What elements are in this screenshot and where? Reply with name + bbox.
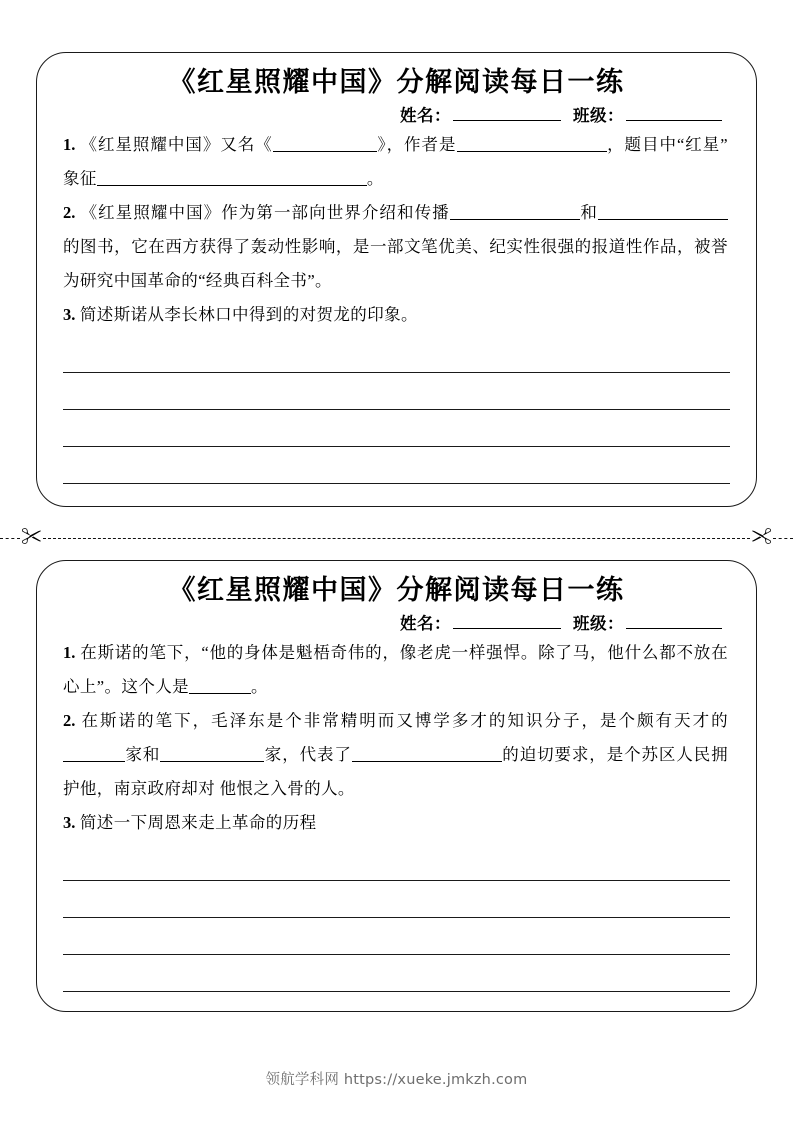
question-text: 家和 xyxy=(125,744,161,764)
answer-lines-1 xyxy=(63,342,730,484)
worksheet-card-2 xyxy=(36,560,757,1012)
question-text: 《红星照耀中国》作为第一部向世界介绍和传播 xyxy=(80,202,450,222)
question-text: 。 xyxy=(251,676,268,696)
question-number: 2. xyxy=(63,202,76,222)
question-number: 1. xyxy=(63,642,76,662)
question-text: 。 xyxy=(366,168,384,188)
answer-lines-2 xyxy=(63,850,730,992)
question-text: 在斯诺的笔下，毛泽东是个非常精明而又博学多才的知识分子，是个颇有天才的 xyxy=(81,710,729,730)
question-2 xyxy=(63,704,730,806)
question-text: 家，代表了 xyxy=(264,744,352,764)
answer-line[interactable] xyxy=(63,881,730,918)
question-text: 简述一下周恩来走上革命的历程 xyxy=(79,812,317,832)
question-text: 《红星照耀中国》又名《 xyxy=(80,134,273,154)
name-label: 姓名： xyxy=(400,105,451,125)
footer-watermark: 领航学科网 https://xueke.jmkzh.com xyxy=(265,1072,528,1088)
question-3 xyxy=(63,806,730,840)
page-title: 《红星照耀中国》分解阅读每日一练 xyxy=(168,67,625,97)
answer-line[interactable] xyxy=(63,955,730,992)
name-field xyxy=(400,610,561,634)
name-input-blank[interactable] xyxy=(453,611,561,629)
fill-blank[interactable] xyxy=(189,675,251,693)
question-2 xyxy=(63,196,730,298)
answer-line[interactable] xyxy=(63,410,730,447)
page-title: 《红星照耀中国》分解阅读每日一练 xyxy=(168,575,625,605)
answer-line[interactable] xyxy=(63,373,730,410)
question-text: 在斯诺的笔下，“他的身体是魁梧奇伟的，像老虎一样强悍。除了马，他什么都不放在心上”。这个人是 xyxy=(63,642,728,696)
question-number: 2. xyxy=(63,710,76,730)
question-number: 3. xyxy=(63,812,76,832)
question-number: 3. xyxy=(63,304,76,324)
class-label: 班级： xyxy=(573,105,624,125)
question-text: ，题目中“红星”象征 xyxy=(63,134,728,188)
scissors-icon: ✂ xyxy=(21,524,42,549)
class-field xyxy=(573,610,722,634)
answer-line[interactable] xyxy=(63,850,730,881)
question-text: 的迫切要求，是个苏区人民拥护他，南京政府却对 他恨之入骨的人。 xyxy=(63,744,729,798)
cut-line-stub-left xyxy=(0,538,20,539)
question-1 xyxy=(63,128,730,196)
fill-blank[interactable] xyxy=(352,743,502,761)
name-label: 姓名： xyxy=(400,613,451,633)
fill-blank[interactable] xyxy=(457,133,607,151)
scissors-icon: ✂ xyxy=(751,524,772,549)
worksheet-card-1 xyxy=(36,52,757,507)
class-input-blank[interactable] xyxy=(626,103,722,121)
fill-blank[interactable] xyxy=(273,133,377,151)
cut-line-stub-right xyxy=(773,538,793,539)
dashed-cut-line xyxy=(43,538,750,539)
fill-blank[interactable] xyxy=(598,201,728,219)
cut-divider xyxy=(0,523,793,553)
question-text: 》，作者是 xyxy=(376,134,457,154)
answer-line[interactable] xyxy=(63,342,730,373)
fill-blank[interactable] xyxy=(160,743,264,761)
fill-blank[interactable] xyxy=(63,743,125,761)
question-text: 简述斯诺从李长林口中得到的对贺龙的印象。 xyxy=(79,304,418,324)
class-label: 班级： xyxy=(573,613,624,633)
question-1 xyxy=(63,636,730,704)
question-3 xyxy=(63,298,730,332)
question-number: 1. xyxy=(63,134,76,154)
fill-blank[interactable] xyxy=(450,201,580,219)
name-input-blank[interactable] xyxy=(453,103,561,121)
class-field xyxy=(573,102,722,126)
answer-line[interactable] xyxy=(63,918,730,955)
name-field xyxy=(400,102,561,126)
question-text: 的图书，它在西方获得了轰动性影响，是一部文笔优美、纪实性很强的报道性作品，被誉为研究中国革命的“经典百科全书”。 xyxy=(63,236,728,290)
student-meta-row xyxy=(63,610,722,634)
class-input-blank[interactable] xyxy=(626,611,722,629)
question-text: 和 xyxy=(579,202,599,222)
student-meta-row xyxy=(63,102,722,126)
fill-blank[interactable] xyxy=(97,167,367,185)
answer-line[interactable] xyxy=(63,447,730,484)
